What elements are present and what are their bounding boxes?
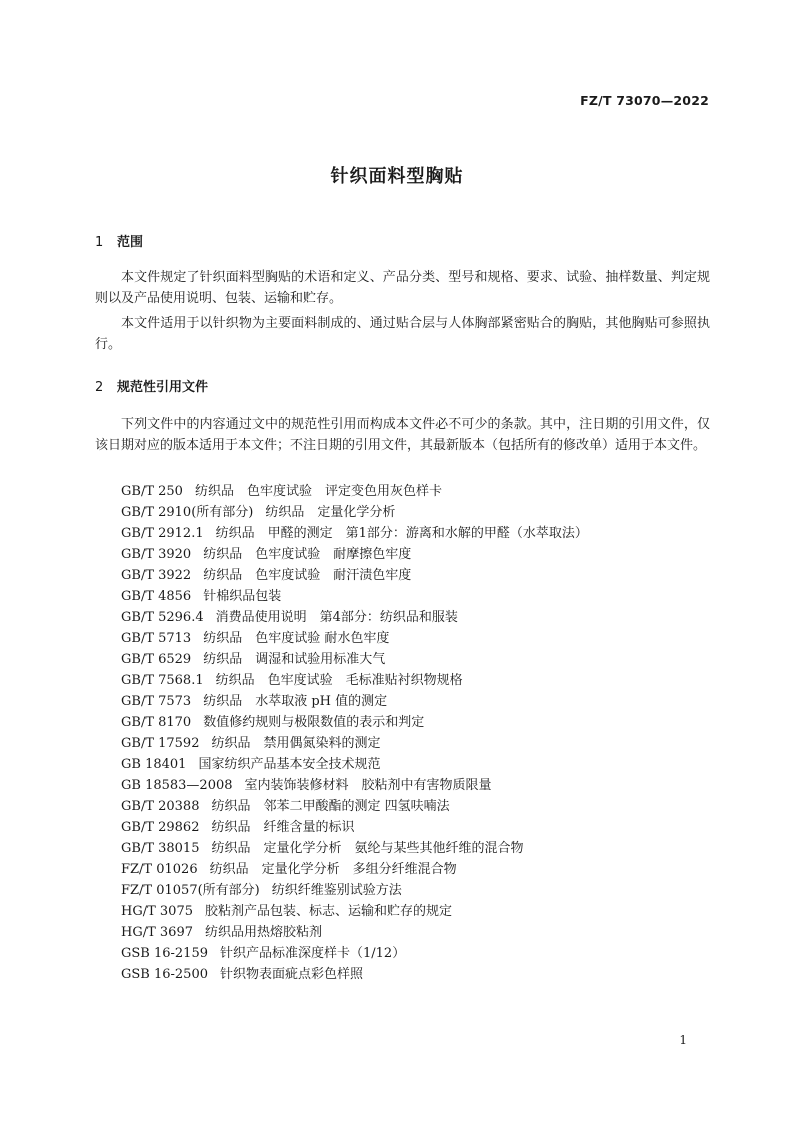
reference-title: 针织产品标准深度样卡（1/12）: [220, 946, 406, 961]
reference-title: 纺织品 邻苯二甲酸酯的测定 四氢呋喃法: [211, 799, 450, 814]
reference-code: FZ/T 01026: [121, 862, 198, 877]
section-number: 2: [95, 380, 104, 395]
section-heading-scope: [95, 231, 143, 250]
reference-title: 纺织品 调湿和试验用标准大气: [203, 652, 386, 667]
reference-code: GB/T 4856: [121, 589, 192, 604]
reference-code: GB/T 3920: [121, 547, 192, 562]
reference-item: [121, 544, 711, 565]
reference-code: GB/T 5296.4: [121, 610, 204, 625]
paragraph: 下列文件中的内容通过文中的规范性引用而构成本文件必不可少的条款。其中，注日期的引用文件，仅该日期对应的版本适用于本文件；不注日期的引用文件，其最新版本（包括所有的修改单）适用于本文件。: [95, 417, 710, 453]
reference-title: 数值修约规则与极限数值的表示和判定: [203, 715, 425, 730]
reference-code: GSB 16-2500: [121, 967, 208, 982]
reference-title: 针棉织品包装: [203, 589, 282, 604]
reference-title: 纺织纤维鉴别试验方法: [271, 883, 402, 898]
reference-code: FZ/T 01057(所有部分): [121, 883, 260, 898]
reference-title: 纺织品 定量化学分析: [265, 505, 396, 520]
reference-code: GB/T 17592: [121, 736, 200, 751]
reference-code: GB/T 3922: [121, 568, 192, 583]
paragraph: 本文件适用于以针织物为主要面料制成的、通过贴合层与人体胸部紧密贴合的胸贴，其他胸贴可参照执行。: [95, 316, 710, 352]
reference-code: GB 18583—2008: [121, 778, 233, 793]
reference-item: [121, 565, 711, 586]
reference-item: [121, 964, 711, 985]
standard-code: FZ/T 73070—2022: [580, 93, 709, 108]
section-number: 1: [95, 235, 104, 250]
reference-item: [121, 859, 711, 880]
reference-code: GSB 16-2159: [121, 946, 208, 961]
reference-title: 纺织品用热熔胶粘剂: [205, 925, 323, 940]
reference-item: [121, 670, 711, 691]
reference-title: 纺织品 色牢度试验 耐汗渍色牢度: [203, 568, 412, 583]
paragraph: 本文件规定了针织面料型胸贴的术语和定义、产品分类、型号和规格、要求、试验、抽样数量、判定规则以及产品使用说明、包装、运输和贮存。: [95, 270, 710, 306]
reference-item: [121, 775, 711, 796]
reference-title: 纺织品 色牢度试验 耐摩擦色牢度: [203, 547, 412, 562]
reference-code: GB/T 2912.1: [121, 526, 204, 541]
reference-item: [121, 607, 711, 628]
reference-code: GB/T 6529: [121, 652, 192, 667]
reference-title: 纺织品 色牢度试验 评定变色用灰色样卡: [194, 484, 442, 499]
reference-item: [121, 733, 711, 754]
reference-title: 胶粘剂产品包装、标志、运输和贮存的规定: [205, 904, 453, 919]
reference-code: GB/T 38015: [121, 841, 200, 856]
reference-item: [121, 943, 711, 964]
reference-item: [121, 649, 711, 670]
reference-item: [121, 691, 711, 712]
reference-title: 纺织品 水萃取液 pH 值的测定: [203, 694, 388, 709]
reference-title: 纺织品 定量化学分析 多组分纤维混合物: [209, 862, 457, 877]
reference-code: HG/T 3697: [121, 925, 193, 940]
reference-list: [121, 481, 711, 985]
reference-title: 纺织品 色牢度试验 毛标准贴衬织物规格: [215, 673, 463, 688]
reference-title: 纺织品 色牢度试验 耐水色牢度: [203, 631, 390, 646]
reference-code: HG/T 3075: [121, 904, 193, 919]
reference-item: [121, 502, 711, 523]
reference-title: 国家纺织产品基本安全技术规范: [198, 757, 381, 772]
document-title: 针织面料型胸贴: [330, 166, 464, 187]
reference-title: 室内装饰装修材料 胶粘剂中有害物质限量: [244, 778, 492, 793]
reference-item: [121, 880, 711, 901]
reference-item: [121, 817, 711, 838]
reference-item: [121, 586, 711, 607]
reference-item: [121, 754, 711, 775]
reference-code: GB/T 7573: [121, 694, 192, 709]
reference-code: GB/T 250: [121, 484, 183, 499]
reference-code: GB/T 7568.1: [121, 673, 204, 688]
reference-item: [121, 481, 711, 502]
reference-title: 消费品使用说明 第4部分：纺织品和服装: [215, 610, 458, 625]
section-title: 范围: [117, 235, 144, 250]
reference-code: GB/T 2910(所有部分): [121, 505, 254, 520]
reference-title: 纺织品 纤维含量的标识: [211, 820, 355, 835]
reference-code: GB 18401: [121, 757, 187, 772]
reference-title: 纺织品 甲醛的测定 第1部分：游离和水解的甲醛（水萃取法）: [215, 526, 588, 541]
reference-item: [121, 712, 711, 733]
reference-title: 纺织品 禁用偶氮染料的测定: [211, 736, 381, 751]
page-number: 1: [679, 1033, 687, 1047]
reference-code: GB/T 8170: [121, 715, 192, 730]
reference-code: GB/T 29862: [121, 820, 200, 835]
reference-item: [121, 628, 711, 649]
section-heading-normative-references: [95, 376, 208, 395]
reference-code: GB/T 20388: [121, 799, 200, 814]
reference-item: [121, 796, 711, 817]
reference-item: [121, 901, 711, 922]
reference-code: GB/T 5713: [121, 631, 192, 646]
reference-item: [121, 838, 711, 859]
section-title: 规范性引用文件: [117, 380, 209, 395]
reference-item: [121, 922, 711, 943]
reference-item: [121, 523, 711, 544]
reference-title: 纺织品 定量化学分析 氨纶与某些其他纤维的混合物: [211, 841, 524, 856]
reference-title: 针织物表面疵点彩色样照: [220, 967, 364, 982]
